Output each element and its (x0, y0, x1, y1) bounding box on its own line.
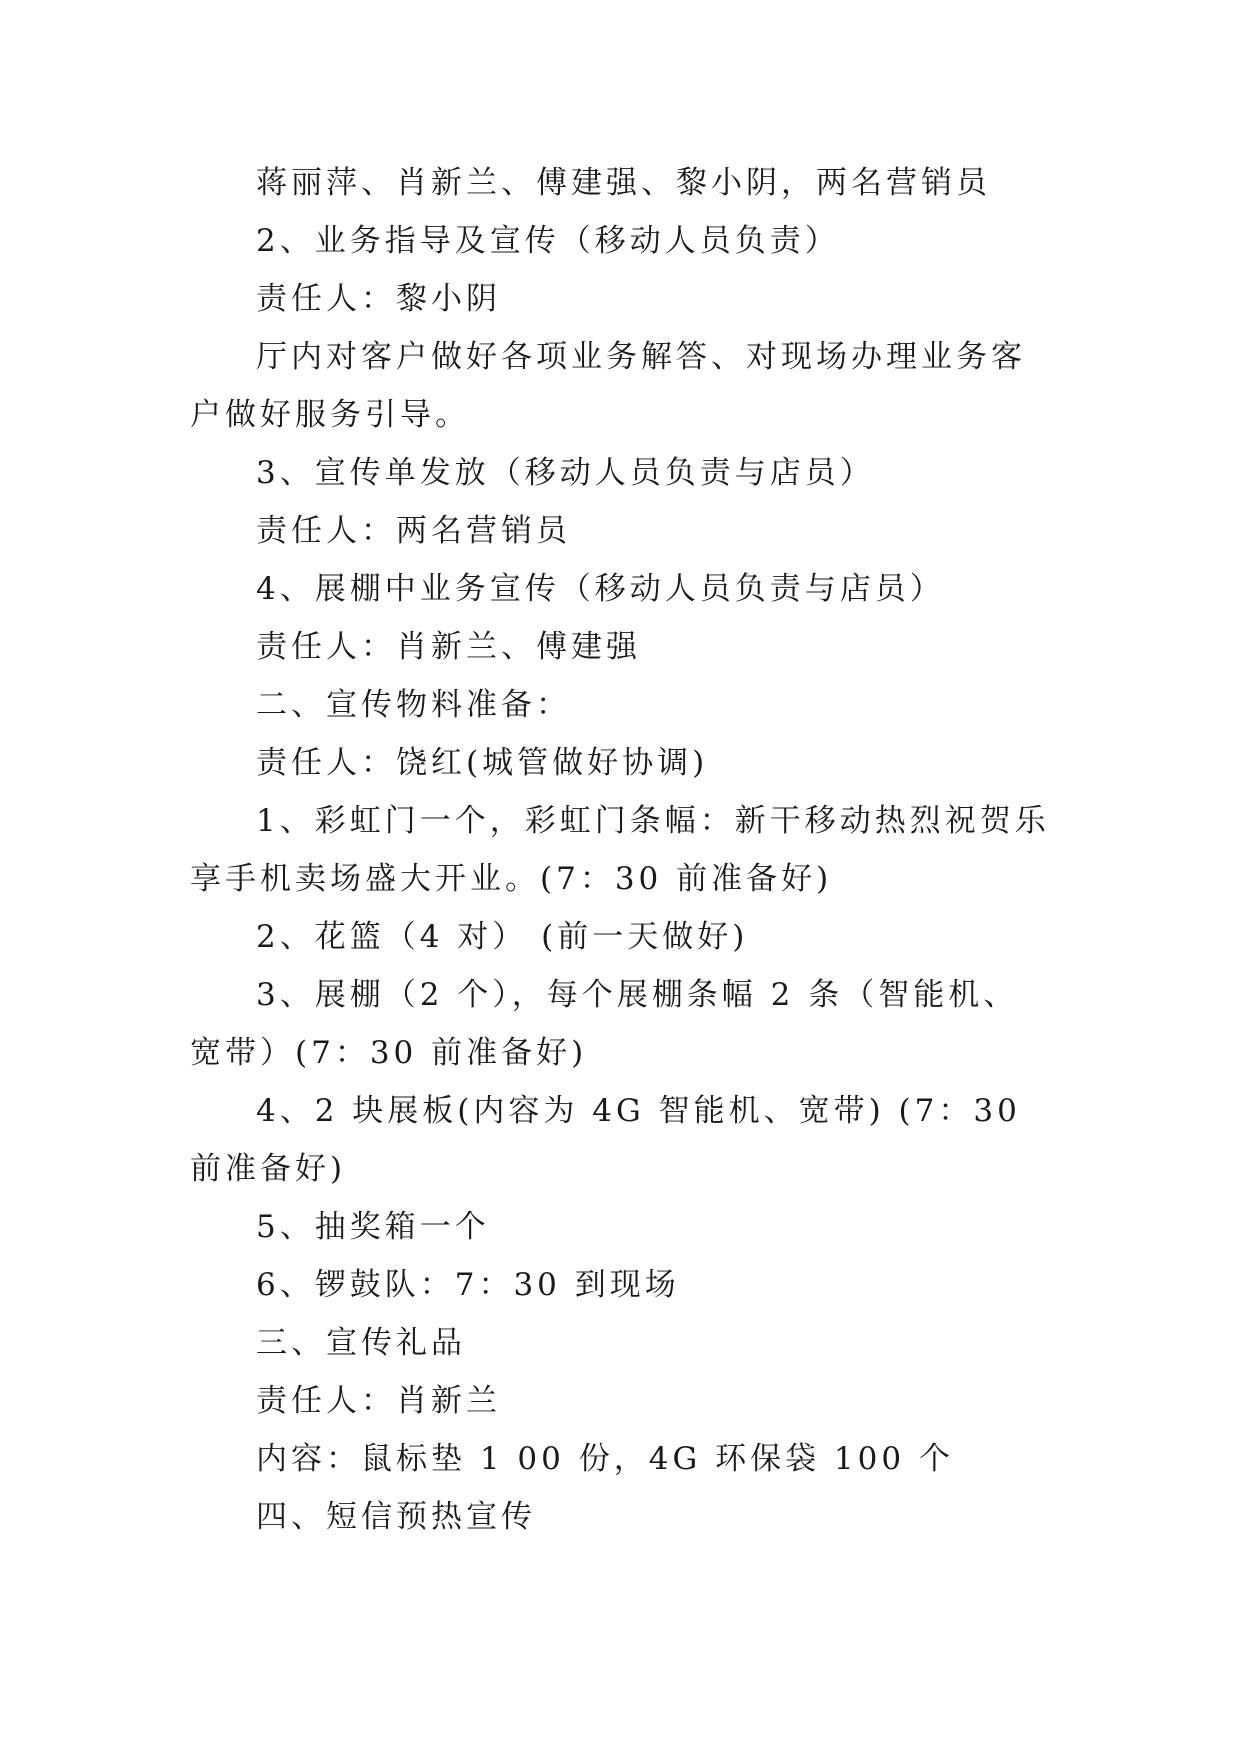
paragraph-hall-service: 厅内对客户做好各项业务解答、对现场办理业务客户做好服务引导。 (190, 339, 1026, 433)
paragraph-rainbow-arch: 1、彩虹门一个，彩虹门条幅：新干移动热烈祝贺乐享手机卖场盛大开业。(7：30 前准备好) (190, 803, 1050, 897)
paragraph-section-materials: 二、宣传物料准备： (256, 687, 571, 723)
document-body (190, 154, 1052, 1546)
paragraph-drum-team: 6、锣鼓队：7：30 到现场 (256, 1267, 680, 1303)
paragraph-booths: 3、展棚（2 个），每个展棚条幅 2 条（智能机、宽带）(7：30 前准备好) (190, 977, 1019, 1071)
paragraph-lottery-box: 5、抽奖箱一个 (256, 1209, 490, 1245)
paragraph-display-boards: 4、2 块展板(内容为 4G 智能机、宽带) (7：30 前准备好) (190, 1093, 1021, 1187)
paragraph-gift-contents: 内容：鼠标垫 1 00 份，4G 环保袋 100 个 (256, 1441, 954, 1477)
paragraph-section-gifts: 三、宣传礼品 (256, 1325, 466, 1361)
paragraph-staff-list: 蒋丽萍、肖新兰、傅建强、黎小阴，两名营销员 (256, 165, 991, 201)
paragraph-responsible-person: 责任人：两名营销员 (256, 513, 571, 549)
paragraph-heading-business-guidance: 2、业务指导及宣传（移动人员负责） (256, 223, 840, 259)
paragraph-section-sms: 四、短信预热宣传 (256, 1499, 536, 1535)
paragraph-flower-baskets: 2、花篮（4 对） (前一天做好) (256, 919, 749, 955)
paragraph-responsible-person: 责任人：饶红(城管做好协调) (256, 745, 709, 781)
paragraph-responsible-person: 责任人：肖新兰 (256, 1383, 501, 1419)
paragraph-heading-flyer-distribution: 3、宣传单发放（移动人员负责与店员） (256, 455, 875, 491)
paragraph-heading-booth-promotion: 4、展棚中业务宣传（移动人员负责与店员） (256, 571, 945, 607)
paragraph-responsible-person: 责任人：肖新兰、傅建强 (256, 629, 641, 665)
paragraph-responsible-person: 责任人：黎小阴 (256, 281, 501, 317)
